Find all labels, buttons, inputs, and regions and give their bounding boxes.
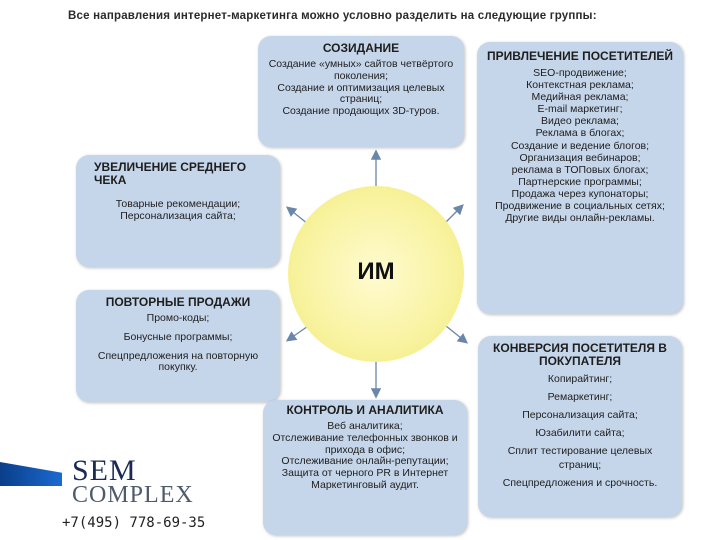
box-conversion bbox=[478, 336, 682, 517]
list-item: Создание «умных» сайтов четвёртого поколения; bbox=[268, 58, 454, 82]
box-control-analytics bbox=[263, 400, 467, 535]
list-item: Контекстная реклама; bbox=[526, 79, 634, 92]
list-item: Спецпредложения и срочность. bbox=[502, 477, 658, 489]
box-attract bbox=[477, 42, 683, 314]
list-item: Медийная реклама; bbox=[531, 91, 629, 104]
list-item: Веб аналитика; bbox=[327, 420, 403, 432]
logo-accent-shape bbox=[0, 462, 62, 486]
page-title: Все направления интернет-маркетинга можно условно разделить на следующие группы: bbox=[68, 10, 597, 22]
box-control-analytics-list bbox=[271, 421, 459, 492]
box-repeat-sales-title: ПОВТОРНЫЕ ПРОДАЖИ bbox=[105, 295, 251, 309]
list-item: Ремаркетинг; bbox=[547, 391, 613, 403]
list-item: SEO-продвижение; bbox=[533, 67, 627, 79]
list-item: Бонусные программы; bbox=[123, 330, 233, 343]
list-item: Отслеживание телефонных звонков и прихода в офис; bbox=[272, 431, 458, 456]
list-item: Создание и ведение блогов; bbox=[510, 139, 650, 152]
list-item: Продвижение в социальных сетях; bbox=[495, 200, 665, 213]
list-item: Видео реклама; bbox=[541, 115, 619, 128]
box-avg-check-list bbox=[84, 199, 272, 223]
box-create bbox=[258, 36, 464, 147]
list-item: Защита от черного PR в Интернет bbox=[281, 467, 449, 480]
center-circle bbox=[288, 186, 464, 362]
list-item: Создание и оптимизация целевых страниц; bbox=[277, 81, 445, 106]
list-item: Маркетинговый аудит. bbox=[311, 478, 419, 491]
list-item: реклама в ТОПовых блогах; bbox=[511, 163, 649, 176]
list-item: E-mail маркетинг; bbox=[537, 103, 623, 116]
list-item: Юзабилити сайта; bbox=[535, 427, 625, 439]
list-item: Сплит тестирование целевых страниц; bbox=[507, 445, 653, 471]
box-repeat-sales bbox=[76, 290, 280, 402]
list-item: Копирайтинг; bbox=[547, 373, 613, 385]
box-conversion-list bbox=[486, 372, 674, 490]
list-item: Продажа через купонаторы; bbox=[511, 187, 649, 200]
list-item: Персонализация сайта; bbox=[120, 209, 236, 222]
box-attract-title: ПРИВЛЕЧЕНИЕ ПОСЕТИТЕЛЕЙ bbox=[486, 49, 674, 63]
box-control-analytics-title: КОНТРОЛЬ И АНАЛИТИКА bbox=[286, 403, 444, 417]
center-label: ИМ bbox=[357, 258, 395, 285]
list-item: Промо-коды; bbox=[146, 312, 210, 324]
list-item: Отслеживание онлайн-репутации; bbox=[281, 455, 449, 468]
box-create-title: СОЗИДАНИЕ bbox=[322, 41, 400, 55]
list-item: Товарные рекомендации; bbox=[115, 198, 241, 210]
box-avg-check-title: УВЕЛИЧЕНИЕ СРЕДНЕГО ЧЕКА bbox=[94, 160, 247, 187]
logo-complex: COMPLEX bbox=[72, 482, 194, 508]
box-attract-list bbox=[485, 67, 675, 224]
list-item: Персонализация сайта; bbox=[522, 409, 638, 421]
list-item: Спецпредложения на повторную покупку. bbox=[97, 349, 259, 374]
box-conversion-title: КОНВЕРСИЯ ПОСЕТИТЕЛЯ В ПОКУПАТЕЛЯ bbox=[493, 341, 667, 368]
list-item: Другие виды онлайн-рекламы. bbox=[505, 212, 655, 225]
list-item: Организация вебинаров; bbox=[519, 151, 641, 164]
list-item: Создание продающих 3D-туров. bbox=[282, 105, 440, 118]
phone-number: +7(495) 778-69-35 bbox=[62, 515, 206, 531]
logo-sem: SEM bbox=[72, 454, 137, 487]
list-item: Реклама в блогах; bbox=[535, 127, 625, 140]
box-create-list bbox=[266, 59, 456, 118]
list-item: Партнерские программы; bbox=[518, 175, 642, 188]
box-repeat-sales-list bbox=[84, 313, 272, 374]
box-avg-check bbox=[76, 155, 280, 267]
